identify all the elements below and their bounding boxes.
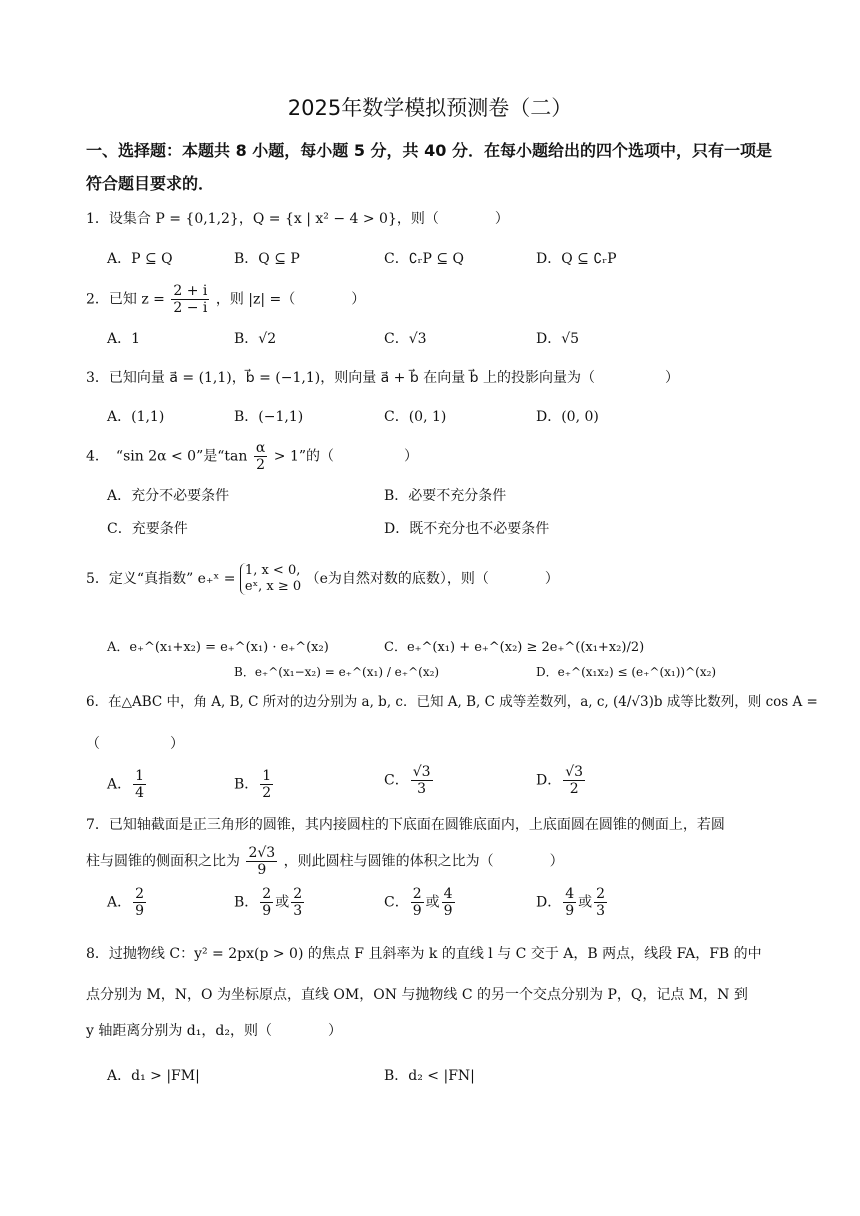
q6-a-fraction bbox=[133, 768, 146, 801]
q7-d-num-2: 2 bbox=[596, 886, 606, 902]
q7-line-2-post: ，则此圆柱与圆锥的体积之比为（ ） bbox=[283, 853, 564, 870]
q7-c-fraction-2 bbox=[442, 886, 455, 919]
question-5-stem bbox=[86, 563, 559, 595]
q8-option-b[interactable]: B．d₂ < |FN| bbox=[384, 1068, 475, 1084]
q6-option-c-label: C． bbox=[384, 772, 409, 789]
q6-option-c[interactable] bbox=[384, 764, 435, 797]
q7-b-num-1: 2 bbox=[262, 886, 272, 902]
q7-d-fraction-1 bbox=[563, 886, 576, 919]
q6-c-fraction bbox=[411, 764, 433, 797]
q1-option-d[interactable]: D．Q ⊆ ∁ᵣP bbox=[536, 251, 617, 267]
q7-d-den-1: 9 bbox=[565, 903, 575, 919]
q7-a-num: 2 bbox=[135, 886, 145, 902]
q7-option-d[interactable] bbox=[536, 886, 609, 919]
q6-c-den: 3 bbox=[417, 781, 427, 797]
question-4-stem bbox=[86, 440, 418, 473]
q4-option-a[interactable]: A．充分不必要条件 bbox=[107, 488, 230, 504]
q7-b-den-2: 3 bbox=[293, 903, 303, 919]
q7-b-or: 或 bbox=[275, 894, 290, 911]
q7-option-a[interactable] bbox=[107, 886, 148, 919]
question-8-line-1: 8．过抛物线 C：y² = 2px(p > 0) 的焦点 F 且斜率为 k 的直线 l 与 C 交于 A，B 两点，线段 FA，FB 的中 bbox=[86, 946, 762, 962]
q1-option-b[interactable]: B．Q ⊆ P bbox=[234, 251, 300, 267]
question-8-line-3: y 轴距离分别为 d₁，d₂，则（ ） bbox=[86, 1023, 342, 1039]
q2-frac-num: 2 + i bbox=[173, 283, 208, 299]
q7-c-fraction-1 bbox=[411, 886, 424, 919]
q2-option-a[interactable]: A．1 bbox=[107, 331, 141, 347]
q5-option-a[interactable]: A．e₊^(x₁+x₂) = e₊^(x₁) · e₊^(x₂) bbox=[107, 640, 329, 655]
q6-option-d[interactable] bbox=[536, 764, 587, 797]
q3-option-d[interactable]: D．(0, 0) bbox=[536, 409, 599, 425]
q5-option-b[interactable]: B．e₊^(x₁−x₂) = e₊^(x₁) / e₊^(x₂) bbox=[234, 665, 440, 679]
q7-d-fraction-2 bbox=[594, 886, 607, 919]
q7-b-fraction-1 bbox=[260, 886, 273, 919]
q7-a-den: 9 bbox=[135, 903, 145, 919]
q2-frac-den: 2 − i bbox=[173, 300, 208, 316]
q7-c-or: 或 bbox=[425, 894, 440, 911]
q4-option-c[interactable]: C．充要条件 bbox=[107, 521, 188, 537]
q6-d-num: √3 bbox=[565, 764, 584, 780]
q6-b-fraction bbox=[260, 768, 273, 801]
q7-option-d-label: D． bbox=[536, 894, 562, 911]
q4-stem-post: > 1”的（ ） bbox=[273, 448, 419, 465]
q6-option-d-label: D． bbox=[536, 772, 562, 789]
q8-option-a[interactable]: A．d₁ > |FM| bbox=[107, 1068, 200, 1084]
q2-option-d[interactable]: D．√5 bbox=[536, 331, 580, 347]
q5-stem-pre: 5．定义“真指数” e₊ˣ = bbox=[86, 571, 236, 587]
q6-d-fraction bbox=[563, 764, 585, 797]
q7-a-fraction bbox=[133, 886, 146, 919]
q6-option-a-label: A． bbox=[107, 776, 132, 793]
q4-frac-den: 2 bbox=[256, 457, 266, 473]
q3-option-c[interactable]: C．(0, 1) bbox=[384, 409, 447, 425]
q7-option-a-label: A． bbox=[107, 894, 132, 911]
q1-option-c[interactable]: C．∁ᵣP ⊆ Q bbox=[384, 251, 465, 267]
q7-c-den-1: 9 bbox=[412, 903, 422, 919]
q7-option-c[interactable] bbox=[384, 886, 457, 919]
q4-stem-pre: 4． “sin 2α < 0”是“tan bbox=[86, 448, 248, 465]
q7-ratio-num: 2√3 bbox=[248, 845, 276, 861]
q4-fraction bbox=[254, 440, 267, 473]
q7-option-b[interactable] bbox=[234, 886, 306, 919]
q2-stem-post: ，则 |z| =（ ） bbox=[215, 291, 366, 308]
q7-ratio-fraction bbox=[246, 845, 277, 878]
q7-d-den-2: 3 bbox=[596, 903, 606, 919]
q7-d-num-1: 4 bbox=[565, 886, 575, 902]
q7-option-b-label: B． bbox=[234, 894, 259, 911]
q1-option-a[interactable]: A．P ⊆ Q bbox=[107, 251, 173, 267]
q5-case-1: 1, x < 0, bbox=[244, 563, 301, 578]
q6-c-num: √3 bbox=[412, 764, 431, 780]
question-3-stem: 3．已知向量 a⃗ = (1,1)，b⃗ = (−1,1)，则向量 a⃗ + b⃗ 在向量 b⃗ 上的投影向量为（ ） bbox=[86, 370, 679, 386]
q3-option-a[interactable]: A．(1,1) bbox=[107, 409, 165, 425]
section-heading: 一、选择题：本题共 8 小题，每小题 5 分，共 40 分．在每小题给出的四个选项中，只有一项是符合题目要求的． bbox=[86, 141, 772, 193]
q7-d-or: 或 bbox=[578, 894, 593, 911]
question-7-line-1: 7．已知轴截面是正三角形的圆锥，其内接圆柱的下底面在圆锥底面内，上底面圆在圆锥的侧面上，若圆 bbox=[86, 817, 725, 833]
q5-case-2: eˣ, x ≥ 0 bbox=[244, 579, 302, 594]
q6-option-b-label: B． bbox=[234, 776, 259, 793]
q5-piecewise bbox=[240, 563, 301, 595]
q6-d-den: 2 bbox=[569, 781, 579, 797]
q6-b-num: 1 bbox=[262, 768, 272, 784]
q4-option-b[interactable]: B．必要不充分条件 bbox=[384, 488, 507, 504]
q6-a-num: 1 bbox=[135, 768, 145, 784]
q3-option-b[interactable]: B．(−1,1) bbox=[234, 409, 304, 425]
q7-line-2-pre: 柱与圆锥的侧面积之比为 bbox=[86, 853, 240, 870]
q7-ratio-den: 9 bbox=[257, 862, 267, 878]
q5-stem-post: （e为自然对数的底数），则（ ） bbox=[305, 571, 559, 587]
q4-option-d[interactable]: D．既不充分也不必要条件 bbox=[384, 521, 550, 537]
q7-b-fraction-2 bbox=[291, 886, 304, 919]
question-8-line-2: 点分别为 M，N，O 为坐标原点，直线 OM，ON 与抛物线 C 的另一个交点分别为 P，Q，记点 M，N 到 bbox=[86, 987, 748, 1003]
q6-option-a[interactable] bbox=[107, 768, 148, 801]
q5-option-c[interactable]: C．e₊^(x₁) + e₊^(x₂) ≥ 2e₊^((x₁+x₂)/2) bbox=[384, 640, 645, 655]
q7-c-num-2: 4 bbox=[443, 886, 453, 902]
question-1-stem: 1．设集合 P = {0,1,2}，Q = {x | x² − 4 > 0}，则（ ） bbox=[86, 211, 509, 227]
q7-option-c-label: C． bbox=[384, 894, 409, 911]
q4-frac-num: α bbox=[255, 440, 266, 456]
question-7-line-2 bbox=[86, 845, 564, 878]
question-6-line-1: 6．在△ABC 中，角 A, B, C 所对的边分别为 a, b, c．已知 A, B, C 成等差数列，a, c, (4/√3)b 成等比数列，则 cos A = bbox=[86, 694, 818, 710]
q6-b-den: 2 bbox=[262, 785, 272, 801]
q7-b-den-1: 9 bbox=[262, 903, 272, 919]
q2-option-b[interactable]: B．√2 bbox=[234, 331, 277, 347]
q7-b-num-2: 2 bbox=[293, 886, 303, 902]
q7-c-num-1: 2 bbox=[412, 886, 422, 902]
question-2-stem bbox=[86, 283, 365, 316]
q7-c-den-2: 9 bbox=[443, 903, 453, 919]
question-6-line-2: （ ） bbox=[86, 736, 184, 752]
q2-fraction bbox=[171, 283, 209, 316]
q2-option-c[interactable]: C．√3 bbox=[384, 331, 427, 347]
q2-stem-pre: 2．已知 z = bbox=[86, 291, 165, 308]
page-title: 2025年数学模拟预测卷（二） bbox=[287, 96, 573, 120]
q6-a-den: 4 bbox=[135, 785, 145, 801]
q5-option-d[interactable]: D．e₊^(x₁x₂) ≤ (e₊^(x₁))^(x₂) bbox=[536, 665, 717, 679]
q6-option-b[interactable] bbox=[234, 768, 275, 801]
